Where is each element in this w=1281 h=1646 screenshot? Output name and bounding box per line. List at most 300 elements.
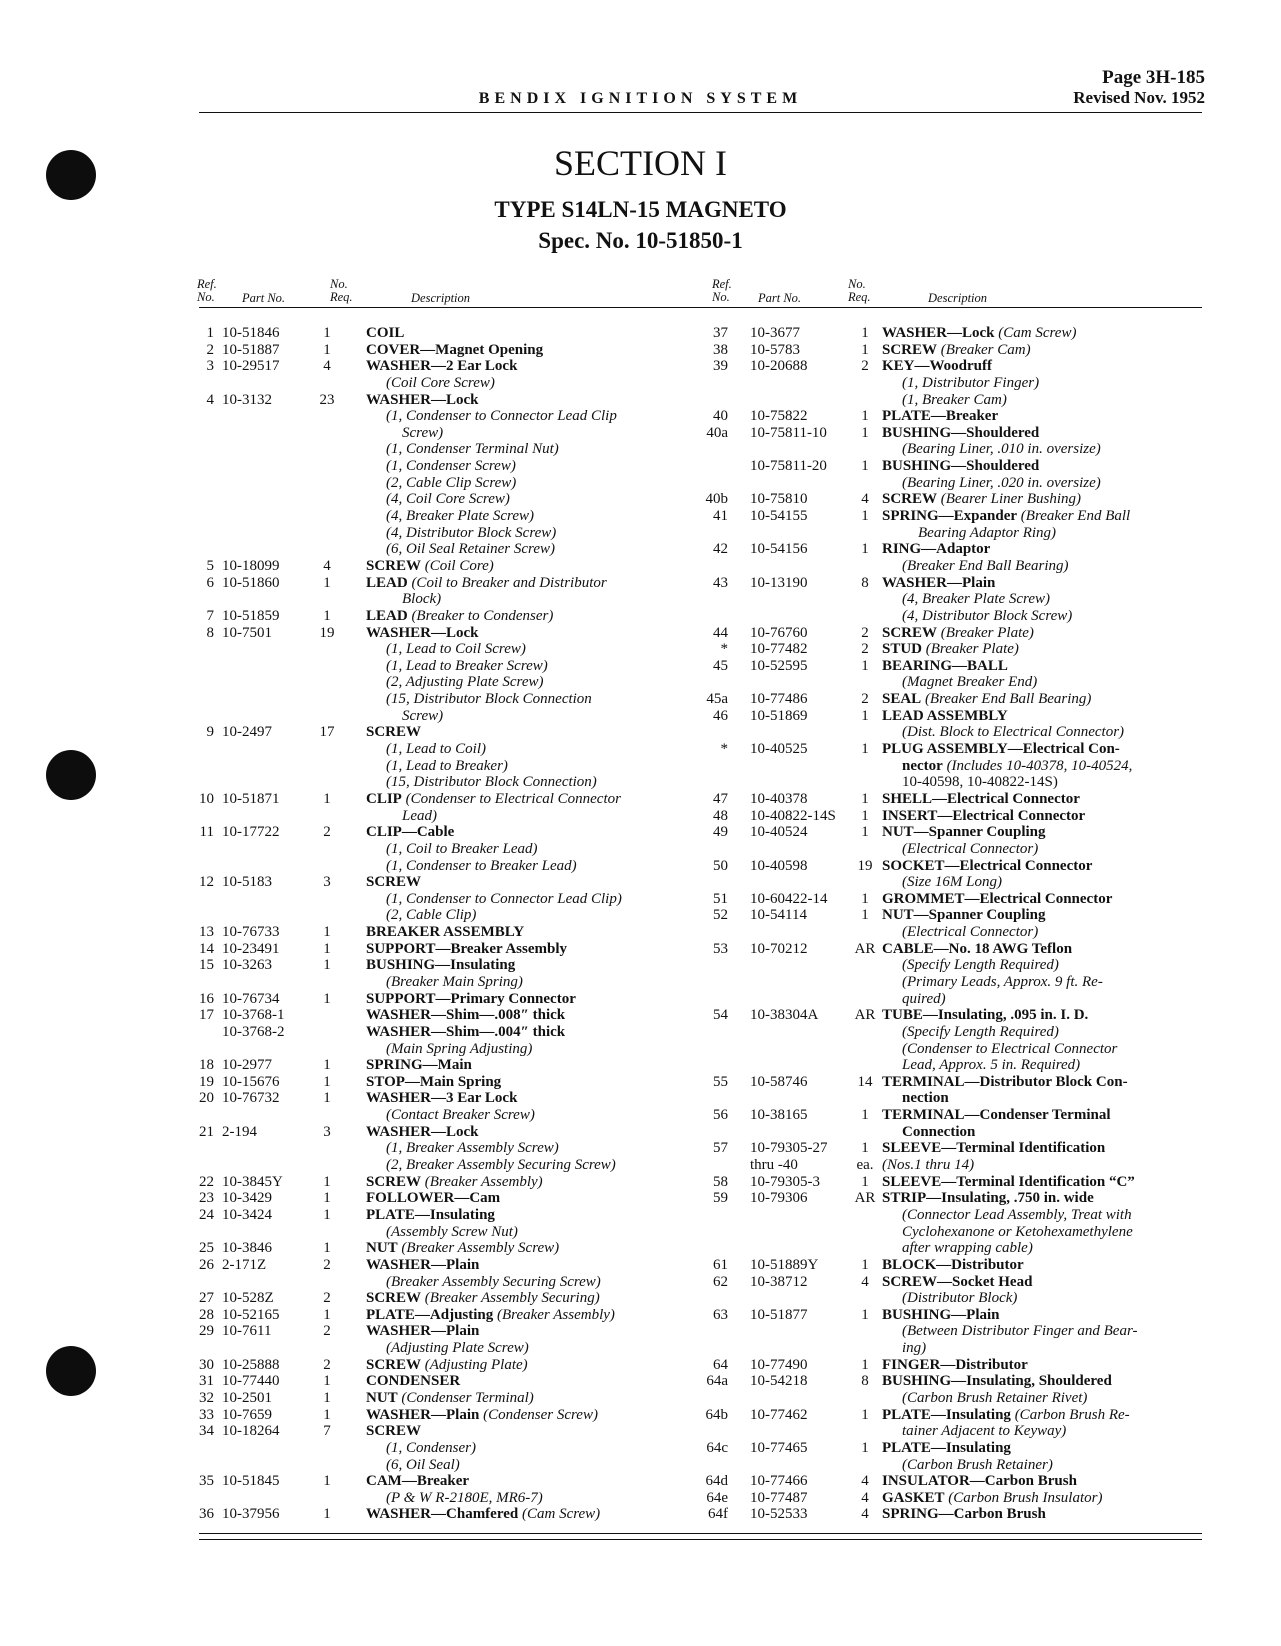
description: [902, 1207, 1132, 1224]
parts-row: [190, 541, 680, 558]
quantity-required: 1: [323, 607, 331, 624]
part-number: 10-77466: [750, 1473, 808, 1490]
item-note: (1, Lead to Coil): [386, 741, 486, 758]
ref-number: 56: [713, 1107, 728, 1124]
item-note: (P & W R-2180E, MR6-7): [386, 1489, 543, 1506]
ref-number: 5: [206, 557, 214, 574]
part-number: 10-51889Y: [750, 1256, 819, 1273]
item-name: CLIP: [366, 790, 402, 807]
description: [902, 1340, 926, 1357]
part-number: 10-51859: [222, 607, 280, 624]
item-name: WASHER—Plain: [366, 1406, 480, 1423]
quantity-required: 17: [319, 724, 335, 741]
parts-row: [700, 625, 1200, 642]
ref-number: 14: [199, 940, 214, 957]
quantity-required: 1: [323, 1090, 331, 1107]
parts-row: [700, 575, 1200, 592]
quantity-required: 1: [861, 341, 869, 358]
item-name: SHELL—Electrical Connector: [882, 790, 1080, 807]
part-number: 10-77465: [750, 1439, 808, 1456]
item-note: Screw): [402, 707, 444, 724]
description: [402, 708, 443, 725]
parts-row: [190, 1257, 680, 1274]
parts-row: [190, 525, 680, 542]
parts-row: [190, 1074, 680, 1091]
description: [882, 808, 1085, 825]
ref-number: 26: [199, 1256, 214, 1273]
parts-row: [700, 1124, 1200, 1141]
item-note: (6, Oil Seal Retainer Screw): [386, 541, 555, 558]
description: [882, 824, 1046, 841]
ref-number: 8: [206, 624, 214, 641]
item-note: (4, Distributor Block Screw): [902, 607, 1073, 624]
part-number: 10-15676: [222, 1073, 280, 1090]
item-note: after wrapping cable): [902, 1240, 1033, 1257]
parts-row: [700, 1407, 1200, 1424]
description: [366, 1190, 500, 1207]
quantity-required: 1: [323, 957, 331, 974]
description: [366, 1207, 495, 1224]
description: [902, 608, 1072, 625]
parts-row: [700, 475, 1200, 492]
part-number: 10-38304A: [750, 1007, 819, 1024]
description: [902, 1457, 1053, 1474]
parts-row: [700, 1174, 1200, 1191]
parts-row: [700, 708, 1200, 725]
part-number: 10-40525: [750, 741, 808, 758]
part-number: 10-25888: [222, 1356, 280, 1373]
item-name: PLATE—Insulating: [882, 1406, 1011, 1423]
part-number: 10-7501: [222, 624, 272, 641]
item-note: (Adjusting Plate): [421, 1356, 528, 1373]
item-name: WASHER—Shim—.008″ thick: [366, 1007, 566, 1024]
parts-row: [700, 1157, 1200, 1174]
item-note: (2, Breaker Assembly Securing Screw): [386, 1157, 616, 1174]
parts-row: [190, 475, 680, 492]
parts-row: [190, 641, 680, 658]
parts-row: [700, 1423, 1200, 1440]
ref-number: 33: [199, 1406, 214, 1423]
parts-row: [700, 1257, 1200, 1274]
parts-row: [190, 724, 680, 741]
part-number: 10-3263: [222, 957, 272, 974]
parts-row: [190, 1440, 680, 1457]
parts-row: [700, 774, 1200, 791]
parts-row: [190, 1457, 680, 1474]
item-name: LEAD: [366, 574, 408, 591]
description: [882, 1007, 1088, 1024]
parts-row: [190, 1174, 680, 1191]
description: [902, 758, 1132, 775]
description: [882, 625, 1034, 642]
item-note: (Coil Core Screw): [386, 374, 495, 391]
quantity-required: 1: [323, 940, 331, 957]
quantity-required: 1: [323, 1390, 331, 1406]
col-head-desc: Description: [411, 291, 471, 305]
quantity-required: 2: [323, 1290, 331, 1307]
parts-row: [190, 741, 680, 758]
ref-number: 15: [199, 957, 214, 974]
parts-row: [700, 658, 1200, 675]
item-name: SCREW: [882, 624, 938, 641]
item-name: CABLE—No. 18 AWG Teflon: [882, 940, 1073, 957]
item-name: FOLLOWER—Cam: [366, 1190, 501, 1207]
parts-row: [190, 342, 680, 359]
quantity-required: 2: [861, 624, 869, 641]
ref-number: 44: [713, 624, 728, 641]
part-number: 10-77462: [750, 1406, 808, 1423]
description: [902, 475, 1101, 492]
ref-number: 40: [713, 408, 728, 425]
description: [882, 491, 1081, 508]
description: [882, 342, 1031, 359]
item-note: (Size 16M Long): [902, 874, 1002, 891]
item-note: (2, Cable Clip Screw): [386, 474, 517, 491]
ref-number: 28: [199, 1306, 214, 1323]
description: [366, 392, 479, 409]
description: [902, 375, 1039, 392]
description: [366, 575, 607, 592]
description: [366, 724, 421, 741]
parts-row: [190, 1506, 680, 1523]
item-note: (4, Coil Core Screw): [386, 491, 510, 508]
quantity-required: 4: [861, 1273, 869, 1290]
col-head-ref: Ref. No.: [197, 277, 217, 304]
parts-row: [190, 658, 680, 675]
description: [902, 392, 1007, 409]
description: [366, 1290, 600, 1307]
part-number: 10-51860: [222, 574, 280, 591]
item-note: (Bearing Liner, .020 in. oversize): [902, 474, 1101, 491]
description: [902, 558, 1068, 575]
description: [386, 441, 559, 458]
item-name: COVER—Magnet Opening: [366, 341, 544, 358]
description: [882, 1190, 1094, 1207]
ref-number: 42: [713, 541, 728, 558]
parts-row: [700, 325, 1200, 342]
item-note: (2, Adjusting Plate Screw): [386, 674, 544, 691]
description: [882, 541, 990, 558]
description: [882, 791, 1080, 808]
ref-number: 36: [199, 1506, 214, 1523]
footer-rule: [199, 1533, 1202, 1534]
description: [386, 1440, 476, 1457]
part-number: 10-3429: [222, 1190, 272, 1207]
parts-row: [190, 1357, 680, 1374]
item-note: (1, Breaker Assembly Screw): [386, 1140, 559, 1157]
quantity-required: 1: [861, 424, 869, 441]
item-note: (Nos.1 thru 14): [882, 1157, 975, 1174]
item-note: (Assembly Screw Nut): [386, 1223, 518, 1240]
description: [386, 691, 592, 708]
item-note: (Coil to Breaker and Distributor: [407, 574, 607, 591]
item-name: WASHER—Plain: [366, 1323, 480, 1340]
quantity-required: AR: [854, 1190, 876, 1207]
parts-row: [700, 342, 1200, 359]
quantity-required: 4: [861, 1489, 869, 1506]
item-note: (Cam Screw): [994, 325, 1077, 341]
description: [902, 957, 1059, 974]
ref-number: 20: [199, 1090, 214, 1107]
quantity-required: 1: [861, 790, 869, 807]
description: [386, 541, 555, 558]
parts-row: [190, 1140, 680, 1157]
item-name: SPRING—Expander: [882, 508, 1018, 525]
item-note: (Breaker Cam): [937, 341, 1031, 358]
description: [386, 758, 508, 775]
description: [386, 891, 622, 908]
ref-number: 64e: [706, 1489, 728, 1506]
part-number: 10-75811-20: [750, 458, 827, 475]
item-name: SCREW: [366, 1290, 422, 1307]
part-number: 10-77440: [222, 1373, 280, 1390]
item-name: PLATE—Adjusting: [366, 1306, 494, 1323]
ref-number: 61: [713, 1256, 728, 1273]
description: [882, 658, 1008, 675]
parts-row: [700, 1274, 1200, 1291]
quantity-required: 4: [323, 358, 331, 375]
description: [902, 974, 1103, 991]
ref-number: 22: [199, 1173, 214, 1190]
quantity-required: 1: [323, 1073, 331, 1090]
item-name: WASHER—Plain: [366, 1256, 480, 1273]
parts-row: [700, 508, 1200, 525]
description: [902, 1090, 949, 1107]
quantity-required: 1: [861, 408, 869, 425]
item-name: WASHER—Lock: [366, 391, 479, 408]
item-name: PLUG ASSEMBLY—Electrical Con-: [882, 741, 1120, 758]
item-note: (1, Breaker Cam): [902, 391, 1007, 408]
part-number: 10-51869: [750, 707, 808, 724]
ref-number: 6: [206, 574, 214, 591]
description: [902, 1024, 1059, 1041]
description: [902, 1323, 1138, 1340]
item-note: (1, Condenser to Connector Lead Clip): [386, 890, 622, 907]
item-name-continued: Connection: [902, 1123, 976, 1140]
item-note: (1, Condenser to Connector Lead Clip: [386, 408, 617, 425]
parts-row: [700, 907, 1200, 924]
description: [366, 1373, 460, 1390]
quantity-required: 1: [861, 1140, 869, 1157]
quantity-required: ea.: [856, 1157, 874, 1174]
part-number: 10-3845Y: [222, 1173, 283, 1190]
parts-row: [190, 458, 680, 475]
description: [386, 1457, 460, 1474]
description: [366, 1506, 600, 1523]
quantity-required: 1: [861, 1356, 869, 1373]
item-name: NUT—Spanner Coupling: [882, 907, 1046, 924]
item-name: BEARING—BALL: [882, 657, 1008, 674]
quantity-required: 1: [861, 824, 869, 841]
parts-row: [190, 791, 680, 808]
ref-number: 32: [199, 1390, 214, 1406]
parts-row: [190, 1390, 680, 1407]
quantity-required: 1: [861, 657, 869, 674]
parts-row: [190, 1407, 680, 1424]
ref-number: 21: [199, 1123, 214, 1140]
description: [882, 425, 1039, 442]
parts-row: [700, 674, 1200, 691]
quantity-required: 1: [861, 807, 869, 824]
quantity-required: 1: [861, 508, 869, 525]
parts-row: [190, 575, 680, 592]
part-number: 10-54114: [750, 907, 807, 924]
parts-row: [190, 808, 680, 825]
part-number: 10-51846: [222, 325, 280, 341]
parts-row: [700, 1440, 1200, 1457]
item-note: (1, Condenser Terminal Nut): [386, 441, 559, 458]
binder-hole-middle: [46, 750, 96, 800]
parts-row: [700, 941, 1200, 958]
quantity-required: 1: [323, 1190, 331, 1207]
item-name: CONDENSER: [366, 1373, 461, 1390]
ref-number: 47: [713, 790, 728, 807]
binder-hole-bottom: [46, 1346, 96, 1396]
description: [882, 708, 1008, 725]
item-note: (1, Distributor Finger): [902, 374, 1040, 391]
item-name: NUT: [366, 1240, 398, 1257]
ref-number: 1: [206, 325, 214, 341]
quantity-required: 1: [861, 1107, 869, 1124]
part-number: 10-75822: [750, 408, 808, 425]
ref-number: 24: [199, 1206, 214, 1223]
parts-row: [700, 1490, 1200, 1507]
part-number: 10-75810: [750, 491, 808, 508]
item-note: 10-40598, 10-40822-14S): [902, 774, 1058, 791]
ref-number: 11: [199, 824, 214, 841]
part-number: 10-40598: [750, 857, 808, 874]
description: [386, 1490, 543, 1507]
ref-number: 23: [199, 1190, 214, 1207]
quantity-required: 1: [323, 1506, 331, 1523]
item-note: (Breaker Assembly Securing): [421, 1290, 600, 1307]
ref-number: 34: [199, 1423, 214, 1440]
parts-row: [190, 1107, 680, 1124]
part-number: 10-51845: [222, 1473, 280, 1490]
parts-row: [700, 858, 1200, 875]
description: [402, 591, 441, 608]
parts-row: [700, 1057, 1200, 1074]
ref-number: 17: [199, 1007, 214, 1024]
parts-row: [190, 608, 680, 625]
item-name: SCREW—Socket Head: [882, 1273, 1033, 1290]
quantity-required: 2: [861, 691, 869, 708]
parts-row: [190, 974, 680, 991]
description: [386, 974, 523, 991]
parts-row: [700, 425, 1200, 442]
ref-number: *: [720, 641, 728, 658]
item-name: BLOCK—Distributor: [882, 1256, 1024, 1273]
item-note: Block): [402, 591, 442, 608]
quantity-required: 1: [861, 890, 869, 907]
description: [386, 674, 543, 691]
quantity-required: 23: [319, 391, 335, 408]
description: [386, 458, 516, 475]
item-note: (Condenser to Electrical Connector: [902, 1040, 1118, 1057]
item-name: WASHER—Lock: [366, 1123, 479, 1140]
parts-row: [190, 1057, 680, 1074]
parts-row: [700, 1390, 1200, 1407]
part-number: 10-77490: [750, 1356, 808, 1373]
parts-row: [190, 874, 680, 891]
description: [882, 1074, 1128, 1091]
description: [882, 1107, 1111, 1124]
description: [902, 1290, 1017, 1307]
parts-row: [700, 1323, 1200, 1340]
item-note: (Coil Core): [421, 557, 494, 574]
parts-row: [190, 591, 680, 608]
parts-row: [700, 1373, 1200, 1390]
parts-row: [700, 1007, 1200, 1024]
item-name: BUSHING—Shouldered: [882, 458, 1040, 475]
description: [366, 991, 576, 1008]
ref-number: 58: [713, 1173, 728, 1190]
parts-row: [700, 1473, 1200, 1490]
quantity-required: 1: [861, 907, 869, 924]
ref-number: 48: [713, 807, 728, 824]
part-number: 10-38165: [750, 1107, 808, 1124]
item-name: TERMINAL—Condenser Terminal: [882, 1107, 1111, 1124]
description: [902, 591, 1050, 608]
part-number: 10-76732: [222, 1090, 280, 1107]
col-head-req: No. Req.: [848, 277, 871, 304]
item-name: FINGER—Distributor: [882, 1356, 1028, 1373]
parts-row: [190, 1340, 680, 1357]
description: [366, 1307, 615, 1324]
item-note: Bearing Adaptor Ring): [918, 524, 1057, 541]
ref-number: 64: [713, 1356, 728, 1373]
part-number: 10-76760: [750, 624, 808, 641]
quantity-required: 1: [323, 1373, 331, 1390]
item-name: LEAD: [366, 607, 408, 624]
ref-number: 51: [713, 890, 728, 907]
item-note: (Electrical Connector): [902, 840, 1039, 857]
part-number: 10-7659: [222, 1406, 272, 1423]
description: [386, 1157, 616, 1174]
description: [366, 1057, 472, 1074]
description: [882, 891, 1112, 908]
item-name: TUBE—Insulating, .095 in. I. D.: [882, 1007, 1089, 1024]
item-note: (Main Spring Adjusting): [386, 1040, 533, 1057]
parts-row: [700, 375, 1200, 392]
part-number: 10-528Z: [222, 1290, 274, 1307]
parts-row: [190, 841, 680, 858]
description: [882, 691, 1091, 708]
item-name: BREAKER ASSEMBLY: [366, 924, 525, 941]
description: [386, 841, 538, 858]
parts-row: [700, 591, 1200, 608]
item-note: (1, Lead to Breaker): [386, 757, 508, 774]
description: [366, 342, 543, 359]
ref-number: 45: [713, 657, 728, 674]
parts-row: [700, 691, 1200, 708]
part-number: 10-38712: [750, 1273, 808, 1290]
description: [882, 1407, 1130, 1424]
description: [882, 1174, 1135, 1191]
item-note: (Condenser to Electrical Connector: [401, 790, 621, 807]
item-note: (Electrical Connector): [902, 924, 1039, 941]
description: [366, 358, 517, 375]
parts-row: [700, 392, 1200, 409]
description: [902, 841, 1038, 858]
quantity-required: 1: [323, 341, 331, 358]
parts-row: [700, 724, 1200, 741]
description: [386, 1274, 601, 1291]
footer-rule: [199, 1539, 1202, 1540]
quantity-required: 19: [857, 857, 873, 874]
parts-row: [190, 1373, 680, 1390]
part-number: 10-3424: [222, 1206, 272, 1223]
